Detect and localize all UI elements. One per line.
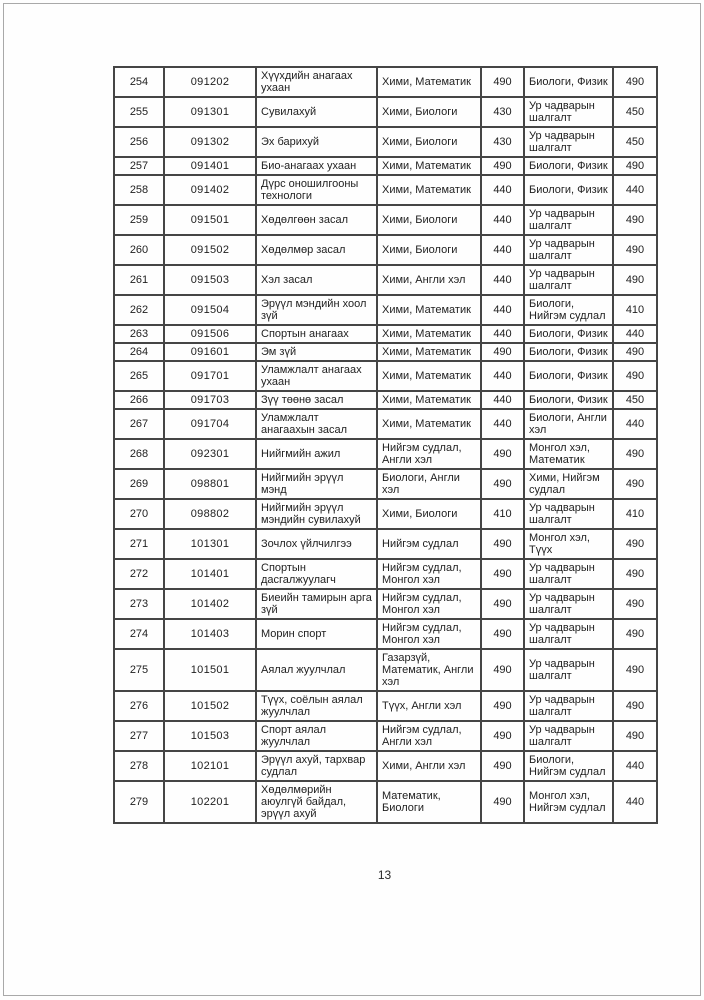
program-name: Хөдөлмөрийн аюулгүй байдал, эрүүл ахуй <box>256 781 377 823</box>
table-row <box>114 361 657 391</box>
exam-subjects: Хими, Математик <box>377 67 481 97</box>
program-name: Эрүүл ахуй, тархвар судлал <box>256 751 377 781</box>
second-score: 490 <box>613 589 657 619</box>
program-name: Дүрс оношилгооны технологи <box>256 175 377 205</box>
second-subjects: Биологи, Физик <box>524 361 613 391</box>
second-score: 450 <box>613 391 657 409</box>
row-number: 272 <box>114 559 164 589</box>
second-subjects: Ур чадварын шалгалт <box>524 619 613 649</box>
threshold-score: 490 <box>481 721 524 751</box>
second-subjects: Биологи, Нийгэм судлал <box>524 295 613 325</box>
page-number: 13 <box>377 868 392 882</box>
table-row <box>114 619 657 649</box>
row-number: 268 <box>114 439 164 469</box>
second-subjects: Биологи, Англи хэл <box>524 409 613 439</box>
table-row <box>114 325 657 343</box>
table-row <box>114 589 657 619</box>
program-code: 101401 <box>164 559 256 589</box>
threshold-score: 440 <box>481 205 524 235</box>
exam-subjects: Хими, Англи хэл <box>377 265 481 295</box>
table-row <box>114 691 657 721</box>
second-score: 490 <box>613 691 657 721</box>
row-number: 271 <box>114 529 164 559</box>
table-row <box>114 157 657 175</box>
table-row <box>114 343 657 361</box>
table-row <box>114 67 657 97</box>
threshold-score: 490 <box>481 529 524 559</box>
second-subjects: Ур чадварын шалгалт <box>524 127 613 157</box>
row-number: 279 <box>114 781 164 823</box>
row-number: 260 <box>114 235 164 265</box>
program-code: 091401 <box>164 157 256 175</box>
second-subjects: Ур чадварын шалгалт <box>524 691 613 721</box>
threshold-score: 490 <box>481 469 524 499</box>
row-number: 267 <box>114 409 164 439</box>
second-score: 490 <box>613 67 657 97</box>
second-subjects: Ур чадварын шалгалт <box>524 265 613 295</box>
threshold-score: 440 <box>481 391 524 409</box>
threshold-score: 410 <box>481 499 524 529</box>
second-score: 490 <box>613 205 657 235</box>
second-subjects: Ур чадварын шалгалт <box>524 235 613 265</box>
program-name: Сувилахуй <box>256 97 377 127</box>
program-name: Нийгмийн эрүүл мэндийн сувилахуй <box>256 499 377 529</box>
second-score: 440 <box>613 409 657 439</box>
second-subjects: Биологи, Физик <box>524 175 613 205</box>
second-subjects: Биологи, Физик <box>524 391 613 409</box>
threshold-score: 490 <box>481 157 524 175</box>
threshold-score: 490 <box>481 559 524 589</box>
threshold-score: 490 <box>481 67 524 97</box>
exam-subjects: Нийгэм судлал <box>377 529 481 559</box>
program-code: 091202 <box>164 67 256 97</box>
threshold-score: 430 <box>481 127 524 157</box>
program-name: Нийгмийн ажил <box>256 439 377 469</box>
table-row <box>114 127 657 157</box>
program-name: Түүх, соёлын аялал жуулчлал <box>256 691 377 721</box>
second-score: 490 <box>613 529 657 559</box>
program-code: 091601 <box>164 343 256 361</box>
second-score: 490 <box>613 235 657 265</box>
second-subjects: Хими, Нийгэм судлал <box>524 469 613 499</box>
program-name: Морин спорт <box>256 619 377 649</box>
row-number: 275 <box>114 649 164 691</box>
table-row <box>114 235 657 265</box>
program-name: Спорт аялал жуулчлал <box>256 721 377 751</box>
exam-subjects: Биологи, Англи хэл <box>377 469 481 499</box>
second-score: 440 <box>613 325 657 343</box>
row-number: 270 <box>114 499 164 529</box>
table-row <box>114 499 657 529</box>
threshold-score: 490 <box>481 619 524 649</box>
second-score: 490 <box>613 619 657 649</box>
row-number: 258 <box>114 175 164 205</box>
program-name: Спортын дасгалжуулагч <box>256 559 377 589</box>
second-subjects: Ур чадварын шалгалт <box>524 97 613 127</box>
exam-subjects: Нийгэм судлал, Англи хэл <box>377 439 481 469</box>
exam-subjects: Хими, Математик <box>377 361 481 391</box>
admission-scores-table <box>113 66 658 824</box>
row-number: 276 <box>114 691 164 721</box>
table-row <box>114 721 657 751</box>
row-number: 274 <box>114 619 164 649</box>
exam-subjects: Хими, Математик <box>377 391 481 409</box>
threshold-score: 490 <box>481 649 524 691</box>
program-code: 091502 <box>164 235 256 265</box>
row-number: 256 <box>114 127 164 157</box>
exam-subjects: Хими, Математик <box>377 157 481 175</box>
program-code: 091701 <box>164 361 256 391</box>
table-row <box>114 265 657 295</box>
program-code: 091302 <box>164 127 256 157</box>
row-number: 259 <box>114 205 164 235</box>
row-number: 278 <box>114 751 164 781</box>
row-number: 261 <box>114 265 164 295</box>
table-row <box>114 781 657 823</box>
row-number: 257 <box>114 157 164 175</box>
program-code: 101503 <box>164 721 256 751</box>
second-subjects: Ур чадварын шалгалт <box>524 205 613 235</box>
second-subjects: Биологи, Нийгэм судлал <box>524 751 613 781</box>
threshold-score: 490 <box>481 751 524 781</box>
program-code: 101301 <box>164 529 256 559</box>
program-name: Хэл засал <box>256 265 377 295</box>
program-name: Эх барихуй <box>256 127 377 157</box>
program-name: Эрүүл мэндийн хоол зүй <box>256 295 377 325</box>
program-code: 098802 <box>164 499 256 529</box>
program-name: Уламжлалт анагаах ухаан <box>256 361 377 391</box>
program-code: 102101 <box>164 751 256 781</box>
second-score: 490 <box>613 721 657 751</box>
threshold-score: 440 <box>481 325 524 343</box>
exam-subjects: Хими, Биологи <box>377 499 481 529</box>
program-code: 091501 <box>164 205 256 235</box>
row-number: 255 <box>114 97 164 127</box>
second-score: 490 <box>613 157 657 175</box>
program-code: 091506 <box>164 325 256 343</box>
program-code: 091301 <box>164 97 256 127</box>
second-score: 450 <box>613 127 657 157</box>
table-row <box>114 469 657 499</box>
exam-subjects: Хими, Математик <box>377 325 481 343</box>
threshold-score: 490 <box>481 781 524 823</box>
second-score: 490 <box>613 559 657 589</box>
second-score: 440 <box>613 751 657 781</box>
second-subjects: Биологи, Физик <box>524 325 613 343</box>
threshold-score: 440 <box>481 409 524 439</box>
program-name: Зочлох үйлчилгээ <box>256 529 377 559</box>
program-code: 091703 <box>164 391 256 409</box>
second-score: 490 <box>613 265 657 295</box>
table-row <box>114 205 657 235</box>
program-code: 091402 <box>164 175 256 205</box>
row-number: 266 <box>114 391 164 409</box>
program-name: Хүүхдийн анагаах ухаан <box>256 67 377 97</box>
row-number: 264 <box>114 343 164 361</box>
exam-subjects: Нийгэм судлал, Монгол хэл <box>377 559 481 589</box>
table-row <box>114 295 657 325</box>
program-code: 102201 <box>164 781 256 823</box>
second-score: 490 <box>613 439 657 469</box>
table-row <box>114 391 657 409</box>
exam-subjects: Хими, Биологи <box>377 205 481 235</box>
exam-subjects: Газарзүй, Математик, Англи хэл <box>377 649 481 691</box>
second-subjects: Монгол хэл, Математик <box>524 439 613 469</box>
exam-subjects: Хими, Математик <box>377 295 481 325</box>
program-name: Спортын анагаах <box>256 325 377 343</box>
second-subjects: Ур чадварын шалгалт <box>524 559 613 589</box>
second-subjects: Биологи, Физик <box>524 157 613 175</box>
table-row <box>114 529 657 559</box>
row-number: 269 <box>114 469 164 499</box>
second-score: 410 <box>613 295 657 325</box>
row-number: 273 <box>114 589 164 619</box>
second-subjects: Ур чадварын шалгалт <box>524 499 613 529</box>
program-code: 098801 <box>164 469 256 499</box>
exam-subjects: Хими, Математик <box>377 409 481 439</box>
exam-subjects: Хими, Математик <box>377 175 481 205</box>
second-score: 490 <box>613 469 657 499</box>
second-score: 490 <box>613 361 657 391</box>
row-number: 262 <box>114 295 164 325</box>
second-score: 440 <box>613 175 657 205</box>
program-name: Био-анагаах ухаан <box>256 157 377 175</box>
table-row <box>114 409 657 439</box>
threshold-score: 440 <box>481 361 524 391</box>
program-code: 092301 <box>164 439 256 469</box>
program-code: 101402 <box>164 589 256 619</box>
threshold-score: 490 <box>481 691 524 721</box>
second-subjects: Монгол хэл, Нийгэм судлал <box>524 781 613 823</box>
program-name: Хөдөлгөөн засал <box>256 205 377 235</box>
exam-subjects: Хими, Математик <box>377 343 481 361</box>
threshold-score: 440 <box>481 295 524 325</box>
exam-subjects: Түүх, Англи хэл <box>377 691 481 721</box>
program-name: Аялал жуулчлал <box>256 649 377 691</box>
exam-subjects: Хими, Биологи <box>377 235 481 265</box>
table-row <box>114 175 657 205</box>
program-code: 101502 <box>164 691 256 721</box>
second-score: 410 <box>613 499 657 529</box>
threshold-score: 490 <box>481 589 524 619</box>
program-name: Хөдөлмөр засал <box>256 235 377 265</box>
threshold-score: 430 <box>481 97 524 127</box>
threshold-score: 440 <box>481 235 524 265</box>
second-subjects: Ур чадварын шалгалт <box>524 721 613 751</box>
second-subjects: Ур чадварын шалгалт <box>524 649 613 691</box>
table-row <box>114 649 657 691</box>
program-name: Уламжлалт анагаахын засал <box>256 409 377 439</box>
row-number: 263 <box>114 325 164 343</box>
row-number: 254 <box>114 67 164 97</box>
table-row <box>114 559 657 589</box>
table-row <box>114 439 657 469</box>
exam-subjects: Хими, Биологи <box>377 127 481 157</box>
threshold-score: 440 <box>481 265 524 295</box>
second-score: 490 <box>613 649 657 691</box>
program-name: Эм зүй <box>256 343 377 361</box>
program-name: Нийгмийн эрүүл мэнд <box>256 469 377 499</box>
table-row <box>114 97 657 127</box>
exam-subjects: Нийгэм судлал, Монгол хэл <box>377 619 481 649</box>
program-code: 091504 <box>164 295 256 325</box>
exam-subjects: Нийгэм судлал, Монгол хэл <box>377 589 481 619</box>
row-number: 277 <box>114 721 164 751</box>
program-code: 091503 <box>164 265 256 295</box>
threshold-score: 440 <box>481 175 524 205</box>
second-subjects: Ур чадварын шалгалт <box>524 589 613 619</box>
exam-subjects: Хими, Англи хэл <box>377 751 481 781</box>
threshold-score: 490 <box>481 343 524 361</box>
threshold-score: 490 <box>481 439 524 469</box>
exam-subjects: Хими, Биологи <box>377 97 481 127</box>
second-subjects: Биологи, Физик <box>524 67 613 97</box>
second-score: 490 <box>613 343 657 361</box>
second-score: 440 <box>613 781 657 823</box>
table-row <box>114 751 657 781</box>
second-subjects: Монгол хэл, Түүх <box>524 529 613 559</box>
row-number: 265 <box>114 361 164 391</box>
second-score: 450 <box>613 97 657 127</box>
exam-subjects: Нийгэм судлал, Англи хэл <box>377 721 481 751</box>
program-code: 101501 <box>164 649 256 691</box>
second-subjects: Биологи, Физик <box>524 343 613 361</box>
exam-subjects: Математик, Биологи <box>377 781 481 823</box>
program-name: Зүү төөнө засал <box>256 391 377 409</box>
program-name: Биеийн тамирын арга зүй <box>256 589 377 619</box>
program-code: 101403 <box>164 619 256 649</box>
table-body <box>114 67 657 823</box>
program-code: 091704 <box>164 409 256 439</box>
